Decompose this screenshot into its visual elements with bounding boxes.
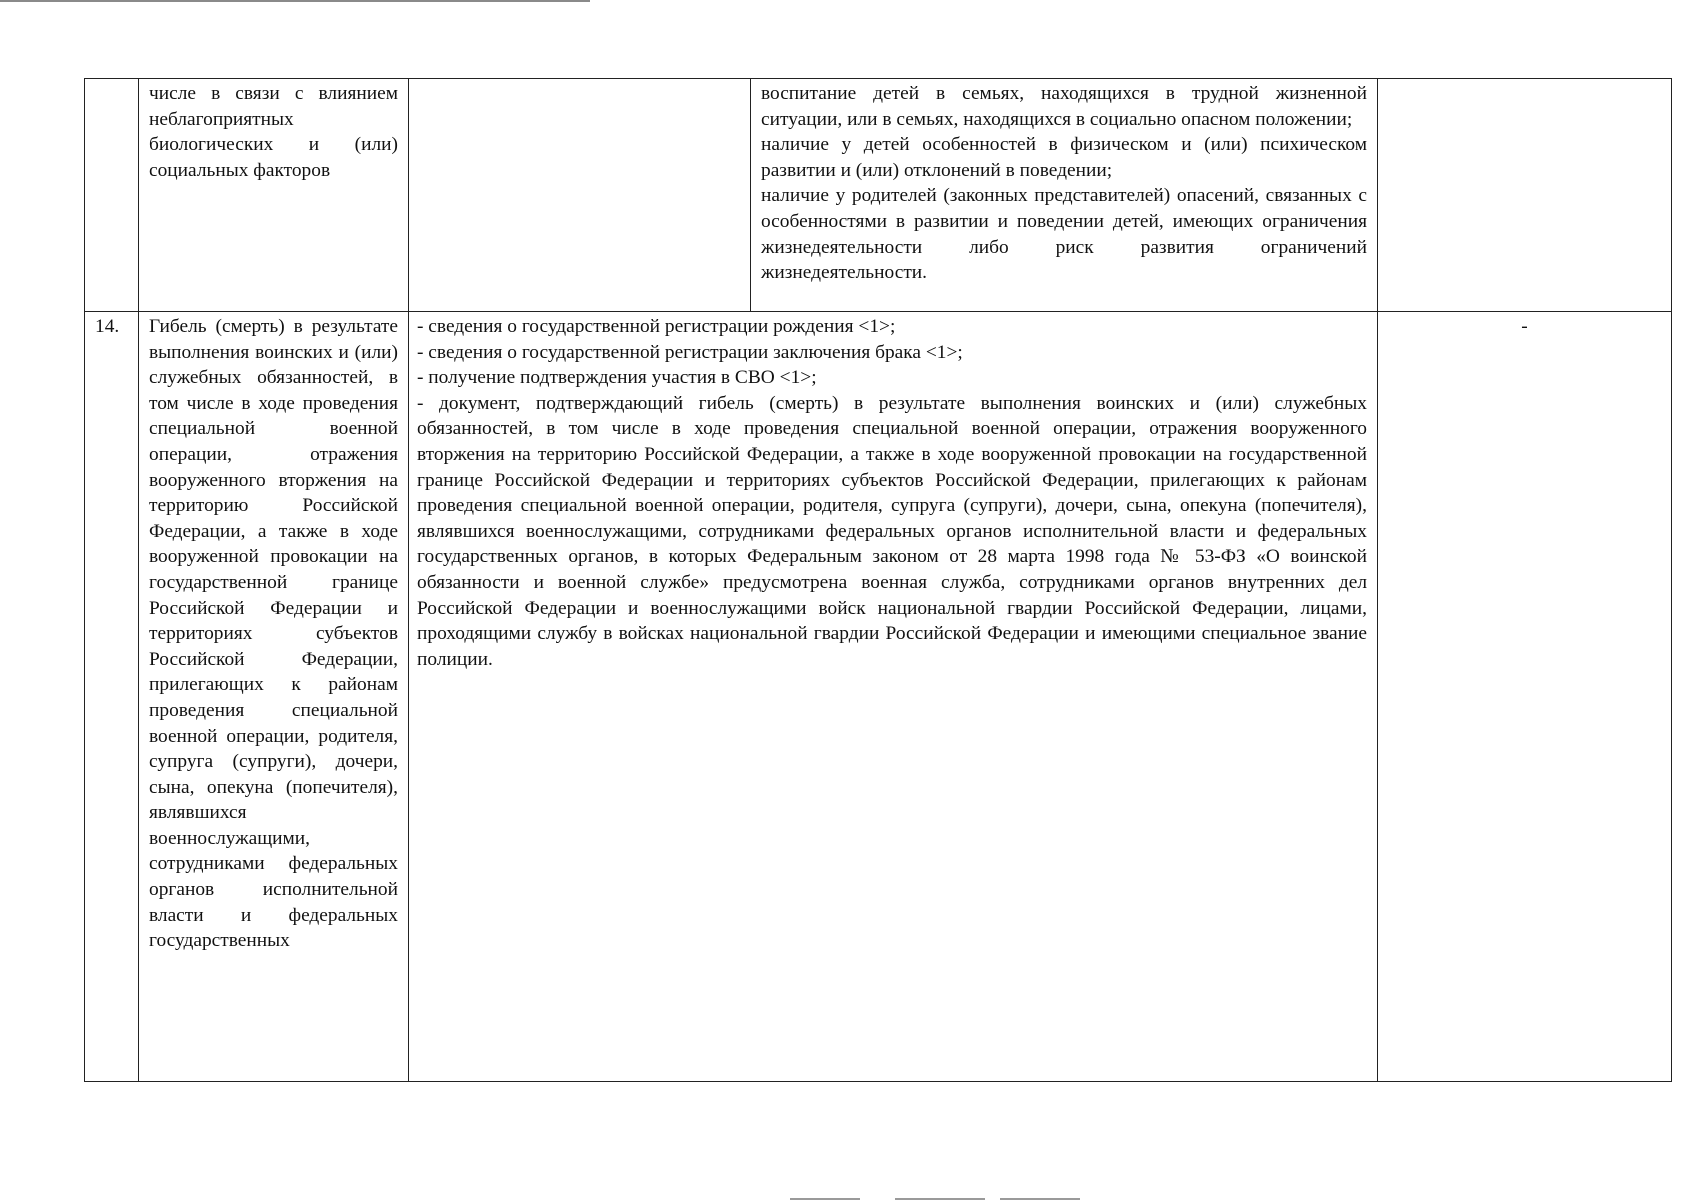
last-column-cell: [1378, 79, 1672, 312]
row-number: 14.: [95, 316, 120, 337]
last-column-text: -: [1521, 316, 1528, 337]
grounds-line: воспитание детей в семьях, находящихся в трудной жизненной ситуации, или в семьях, находящихся в социально опасном положении;: [761, 83, 1367, 130]
document-table: [84, 78, 1672, 1082]
documents-cell: [409, 79, 751, 312]
grounds-cell: [751, 79, 1378, 312]
document-item: - сведения о государственной регистрации рождения <1>;: [417, 316, 896, 337]
row-number-cell: [85, 312, 139, 1082]
condition-name-cell: [139, 312, 409, 1082]
document-item: - получение подтверждения участия в СВО <1>;: [417, 367, 817, 389]
last-column-cell: [1378, 312, 1672, 1082]
document-item: - документ, подтверждающий гибель (смерть) в результате выполнения воинских и (или) служебных обязанностей, в том числе в ходе проведения специальной военной операции, отражения вооруженного вторжения на территорию Российской Федерации, а также в ходе вооруженной провокации на государственной границе Российской Федерации и территориях субъектов Российской Федерации, прилегающих к районам проведения специальной военной операции, родителя, супруга (супруги), дочери, сына, опекуна (попечителя), являвшихся военнослужащими, сотрудниками федеральных органов исполнительной власти и федеральных государственных органов, в которых Федеральным законом от 28 марта 1998 года № 53-ФЗ «О воинской обязанности и военной службе» предусмотрена военная служба, сотрудниками органов внутренних дел Российской Федерации и военнослужащими войск национальной гвардии Российской Федерации, лицами, проходящими службу в войсках национальной гвардии Российской Федерации и имеющими специальное звание полиции.: [417, 392, 1367, 670]
row-number-cell: [85, 79, 139, 312]
condition-name-cell: [139, 79, 409, 312]
document-item: - сведения о государственной регистрации заключения брака <1>;: [417, 341, 963, 363]
scan-edge-top: [0, 0, 590, 2]
condition-name-text: Гибель (смерть) в результате выполнения воинских и (или) служебных обязанностей, в том числе в ходе проведения специальной военной операции, отражения вооруженного вторжения на территорию Российской Федерации, а также в ходе вооруженной провокации на государственной границе Российской Федерации и территориях субъектов Российской Федерации, прилегающих к районам проведения специальной военной операции, родителя, супруга (супруги), дочери, сына, опекуна (попечителя), являвшихся военнослужащими, сотрудниками федеральных органов исполнительной власти и федеральных государственных: [149, 316, 398, 952]
table-row-14: [85, 312, 1672, 1082]
table-row-continued: [85, 79, 1672, 312]
grounds-line: наличие у детей особенностей в физическом и (или) психическом развитии и (или) отклонений в поведении;: [761, 134, 1367, 181]
condition-name-text: числе в связи с влиянием неблагоприятных биологических и (или) социальных факторов: [149, 83, 398, 181]
documents-cell: [409, 312, 1378, 1082]
grounds-line: наличие у родителей (законных представителей) опасений, связанных с особенностями в развитии и поведении детей, имеющих ограничения жизнедеятельности либо риск развития ограничений жизнедеятельности.: [761, 185, 1367, 284]
